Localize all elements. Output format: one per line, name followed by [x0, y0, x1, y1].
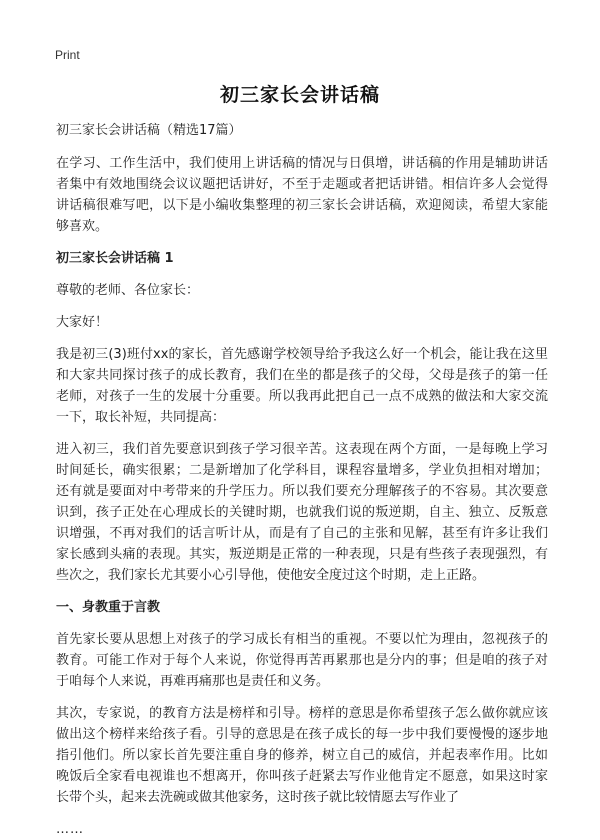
section-heading: 一、身教重于言教 [56, 600, 161, 615]
body-paragraph: 其次，专家说，的教育方法是榜样和引导。榜样的意思是你希望孩子怎么做你就应该做出这个榜样来给孩子看。引导的意思是在孩子成长的每一步中我们要慢慢的逐步地指引他们。所以家长首先要注重自身的修养，树立自己的威信，并起表率作用。比如晚饭后全家看电视谁也不想离开，你叫孩子赶紧去写作业他肯定不愿意，如果这时家长带个头，起来去洗碗或做其他家务，这时孩子就比较情愿去写作业了 [56, 706, 548, 805]
salutation: 尊敬的老师、各位家长： [56, 283, 200, 298]
body-paragraph: 我是初三(3)班付xx的家长，首先感谢学校领导给予我这么好一个机会，能让我在这里和大家共同探讨孩子的成长教育，我们在坐的都是孩子的父母，父母是孩子的第一任老师，对孩子一生的发展十分重要。所以我再此把自己一点不成熟的做法和大家交流一下，取长补短，共同提高： [56, 347, 548, 425]
continuation-ellipsis: …… [56, 822, 84, 837]
body-paragraph: 首先家长要从思想上对孩子的学习成长有相当的重视。不要以忙为理由，忽视孩子的教育。可能工作对于每个人来说，你觉得再苦再累那也是分内的事；但是咱的孩子对于咱每个人来说，再难再痛那也是责任和义务。 [56, 632, 548, 689]
intro-paragraph: 在学习、工作生活中，我们使用上讲话稿的情况与日俱增，讲话稿的作用是辅助讲话者集中有效地围绕会议议题把话讲好，不至于走题或者把话讲错。相信许多人会觉得讲话稿很难写吧，以下是小编收集整理的初三家长会讲话稿，欢迎阅读，希望大家能够喜欢。 [56, 156, 548, 234]
document-body [56, 120, 548, 840]
greeting: 大家好！ [56, 315, 109, 330]
document-title: 初三家长会讲话稿 [219, 84, 380, 106]
print-link[interactable]: Print [55, 48, 80, 62]
document-subtitle: 初三家长会讲话稿（精选17篇） [56, 123, 242, 138]
speech-heading: 初三家长会讲话稿 1 [56, 251, 174, 266]
body-paragraph: 进入初三，我们首先要意识到孩子学习很辛苦。这表现在两个方面，一是每晚上学习时间延长，确实很累；二是新增加了化学科目，课程容量增多，学业负担相对增加；还有就是要面对中考带来的升学压力。所以我们要充分理解孩子的不容易。其次要意识到，孩子正处在心理成长的关键时期，也就我们说的叛逆期，自主、独立、反叛意识增强，不再对我们的话言听计从，而是有了自己的主张和见解，甚至有许多让我们家长感到头痛的表现。其实，叛逆期是正常的一种表现，只是有些孩子表现强烈，有些次之，我们家长尤其要小心引导他，使他安全度过这个时期，走上正路。 [56, 442, 548, 583]
